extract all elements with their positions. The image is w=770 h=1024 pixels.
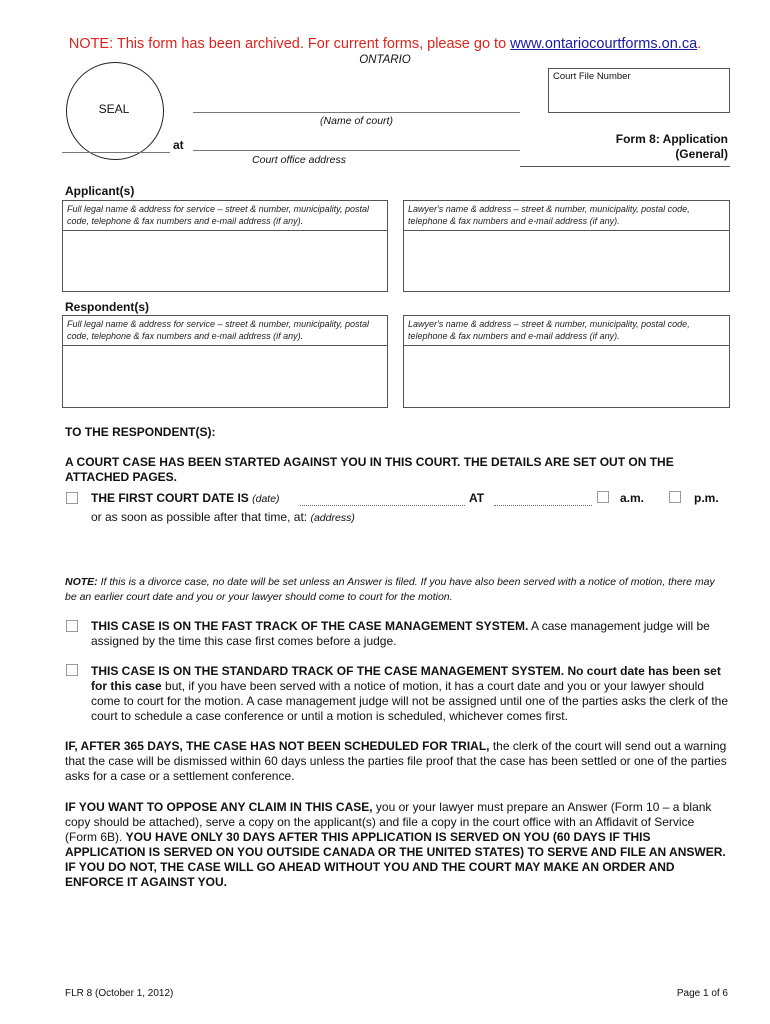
note-label: NOTE: [65, 576, 98, 588]
time-at-label: AT [469, 491, 485, 505]
standard-track-heading: THIS CASE IS ON THE STANDARD TRACK OF THE CASE MANAGEMENT SYSTEM. No court date has been set for this case [91, 664, 721, 693]
applicant-info-caption: Full legal name & address for service – street & number, municipality, postal code, telephone & fax numbers and e-mail address (if any). [67, 204, 369, 226]
court-time-field[interactable] [494, 505, 592, 506]
case-started-notice: A COURT CASE HAS BEEN STARTED AGAINST YOU IN THIS COURT. THE DETAILS ARE SET OUT ON THE ATTACHED PAGES. [65, 455, 674, 484]
form-title-underline [520, 166, 730, 167]
first-court-date-row [91, 491, 280, 505]
court-office-address-line[interactable] [193, 150, 520, 151]
form-title-line2: (General) [675, 147, 728, 161]
applicant-caption-divider [62, 230, 388, 231]
page-number: Page 1 of 6 [676, 988, 728, 999]
respondent-caption-divider [62, 345, 388, 346]
court-file-number-field[interactable] [548, 68, 730, 113]
court-date-field[interactable] [300, 505, 465, 506]
dismissal-warning-heading: IF, AFTER 365 DAYS, THE CASE HAS NOT BEEN SCHEDULED FOR TRIAL, [65, 739, 490, 753]
respondent-info-caption: Full legal name & address for service – street & number, municipality, postal code, telephone & fax numbers and e-mail address (if any). [67, 319, 369, 341]
applicant-lawyer-box[interactable] [403, 200, 730, 292]
am-label: a.m. [620, 491, 645, 505]
applicants-heading: Applicant(s) [65, 184, 135, 198]
archive-notice-text: NOTE: This form has been archived. For current forms, please go to [68, 36, 511, 52]
at-label: at [173, 138, 184, 152]
dismissal-warning-paragraph [65, 739, 729, 784]
pm-checkbox[interactable] [669, 491, 681, 503]
name-of-court-caption: (Name of court) [320, 115, 393, 127]
respondent-lawyer-caption: Lawyer's name & address – street & number, municipality, postal code, telephone & fax numbers and e-mail address (if any). [408, 319, 690, 341]
first-court-date-label: THE FIRST COURT DATE IS [91, 491, 249, 505]
form-code: FLR 8 (October 1, 2012) [65, 988, 174, 999]
applicant-info-box[interactable] [62, 200, 388, 292]
standard-track-paragraph [91, 664, 729, 724]
court-office-address-caption: Court office address [252, 154, 346, 166]
am-checkbox[interactable] [597, 491, 609, 503]
respondents-heading: Respondent(s) [65, 300, 149, 314]
respondent-lawyer-box[interactable] [403, 315, 730, 408]
as-soon-text: or as soon as possible after that time, at: [91, 510, 308, 524]
oppose-claim-heading: IF YOU WANT TO OPPOSE ANY CLAIM IN THIS CASE, [65, 800, 373, 814]
pm-label: p.m. [694, 491, 719, 505]
respondent-lawyer-divider [403, 345, 730, 346]
seal-label: SEAL [98, 102, 130, 116]
fast-track-checkbox[interactable] [66, 620, 78, 632]
fast-track-heading: THIS CASE IS ON THE FAST TRACK OF THE CASE MANAGEMENT SYSTEM. [91, 619, 529, 633]
archive-notice-end: . [697, 36, 702, 52]
ontario-court-forms-link[interactable]: www.ontariocourtforms.on.ca [510, 36, 698, 52]
date-hint: (date) [252, 493, 280, 505]
to-respondents-heading: TO THE RESPONDENT(S): [65, 425, 216, 439]
dismissal-warning-text: the clerk of the court will send out a warning that the case will be dismissed within 60 days unless the parties file proof that the case has been settled or one of the parties asks for a case or a settlement conference. [65, 739, 727, 783]
court-file-number-label: Court File Number [553, 71, 631, 82]
address-hint: (address) [310, 512, 355, 524]
form-title-line1: Form 8: Application [615, 132, 728, 146]
name-of-court-line[interactable] [193, 112, 520, 113]
standard-track-text: but, if you have been served with a notice of motion, it has a court date and you or your lawyer should come to court for the motion. A case management judge will not be assigned until one of the parties asks the clerk of the court to schedule a case conference or until a motion is scheduled, whichever comes first. [91, 679, 729, 723]
applicant-lawyer-caption: Lawyer's name & address – street & number, municipality, postal code, telephone & fax numbers and e-mail address (if any). [408, 204, 690, 226]
province-label: ONTARIO [359, 54, 411, 66]
respondent-info-box[interactable] [62, 315, 388, 408]
oppose-claim-paragraph [65, 800, 729, 890]
form-title [520, 132, 728, 162]
first-court-date-checkbox[interactable] [66, 492, 78, 504]
fast-track-paragraph [91, 619, 729, 649]
as-soon-row [91, 510, 355, 524]
oppose-claim-deadline: YOU HAVE ONLY 30 DAYS AFTER THIS APPLICATION IS SERVED ON YOU (60 DAYS IF THIS APPLICATION IS SERVED ON YOU OUTSIDE CANADA OR THE UNITED STATES) TO SERVE AND FILE AN ANSWER. IF YOU DO NOT, THE CASE WILL GO AHEAD WITHOUT YOU AND THE COURT MAY MAKE AN ORDER AND ENFORCE IT AGAINST YOU. [65, 830, 726, 889]
applicant-lawyer-divider [403, 230, 730, 231]
note-text: If this is a divorce case, no date will be set unless an Answer is filed. If you have also been served with a notice of motion, there may be an earlier court date and you or your lawyer should come to court for the motion. [65, 576, 715, 603]
standard-track-checkbox[interactable] [66, 664, 78, 676]
archive-notice [0, 36, 770, 52]
oppose-claim-text: you or your lawyer must prepare an Answer (Form 10 – a blank copy should be attached), serve a copy on the applicant(s) and file a copy in the court office with an Affidavit of Service (Form 6B). [65, 800, 712, 844]
fast-track-text: A case management judge will be assigned by the time this case first comes before a judge. [91, 619, 710, 648]
divorce-note [65, 575, 729, 605]
court-location-line[interactable] [62, 152, 170, 153]
